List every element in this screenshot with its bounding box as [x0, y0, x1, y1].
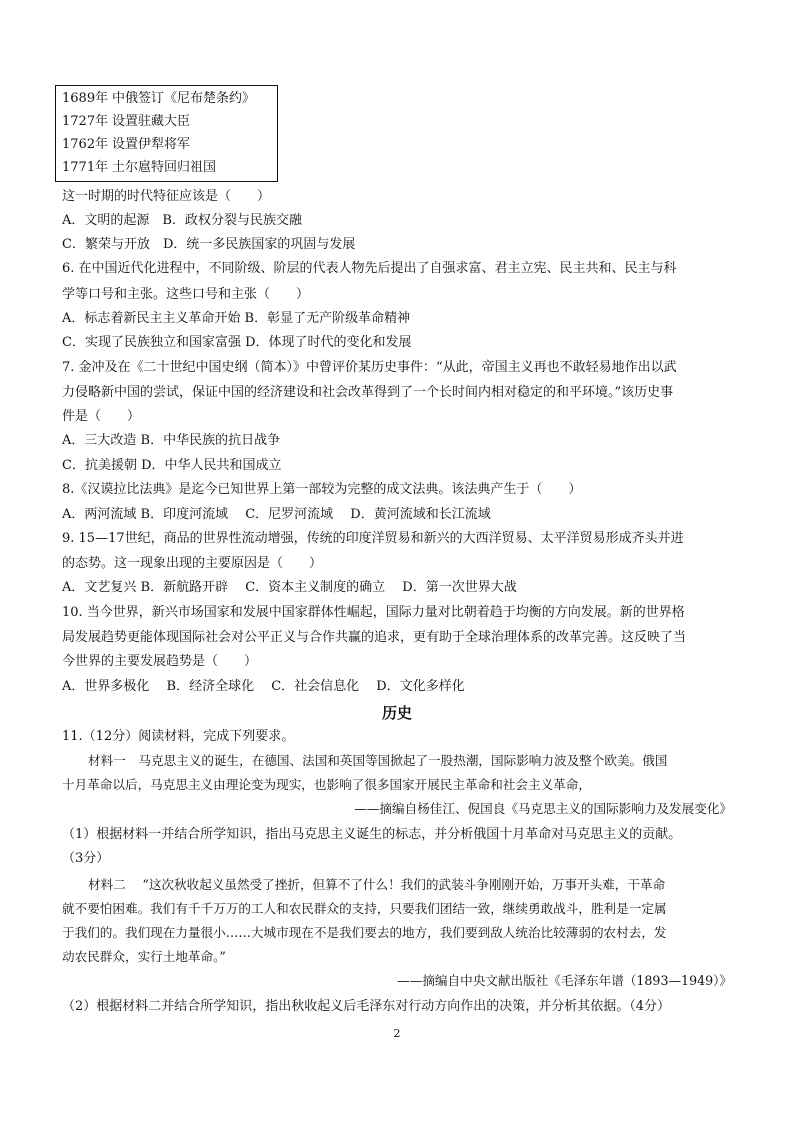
timeline-row: 1727年 设置驻藏大臣 — [62, 114, 191, 129]
question-line: 6. 在中国近代化进程中，不同阶级、阶层的代表人物先后提出了自强求富、君主立宪、民主共和、民主与科 — [62, 261, 677, 276]
question-line: 10. 当今世界，新兴市场国家和发展中国家群体性崛起，国际力量对比朝着趋于均衡的方向发展。新的世界格 — [62, 605, 685, 620]
question-line: 力侵略新中国的尝试，保证中国的经济建设和社会改革得到了一个长时间内相对稳定的和平环境。”该历史事 — [62, 385, 674, 400]
option-line: A．文艺复兴 B．新航路开辟 C．资本主义制度的确立 D．第一次世界大战 — [62, 580, 517, 595]
timeline-row: 1689年 中俄签订《尼布楚条约》 — [62, 91, 256, 106]
timeline-box — [55, 85, 278, 182]
question-11-stem: 11.（12分）阅读材料，完成下列要求。 — [62, 729, 295, 744]
question-line: 这一时期的时代特征应该是（ ） — [62, 189, 271, 204]
material-one-line: 十月革命以后，马克思主义由理论变为现实，也影响了很多国家开展民主革命和社会主义革命， — [62, 777, 591, 792]
option-line: C．抗美援朝 D．中华人民共和国成立 — [62, 458, 282, 473]
question-line: 今世界的主要发展趋势是（ ） — [62, 654, 258, 669]
material-one-source: ——摘编自杨佳江、倪国良《马克思主义的国际影响力及发展变化》 — [354, 801, 732, 816]
option-line: A．文明的起源 B．政权分裂与民族交融 — [62, 213, 302, 228]
sub-question-1: （1）根据材料一并结合所学知识，指出马克思主义诞生的标志，并分析俄国十月革命对马克思主义的贡献。 — [62, 827, 682, 842]
material-two-line: 于我们的。我们现在力量很小……大城市现在不是我们要去的地方，我们要到敌人统治比较薄弱的农村去，发 — [62, 925, 667, 940]
question-line: 局发展趋势更能体现国际社会对公平正义与合作共赢的追求，更有助于全球治理体系的改革完善。这反映了当 — [62, 630, 687, 645]
material-two-source: ——摘编自中央文献出版社《毛泽东年谱（1893—1949）》 — [397, 973, 732, 988]
material-one-line: 材料一 马克思主义的诞生，在德国、法国和英国等国掀起了一股热潮，国际影响力波及整个欧美。俄国 — [88, 753, 668, 768]
sub-question-1-score: （3分） — [62, 851, 110, 866]
option-line: C．实现了民族独立和国家富强 D．体现了时代的变化和发展 — [62, 335, 412, 350]
option-line: A．世界多极化 B．经济全球化 C．社会信息化 D．文化多样化 — [62, 679, 465, 694]
material-two-line: 就不要怕困难。我们有千千万万的工人和农民群众的支持，只要我们团结一致，继续勇敢战斗，胜利是一定属 — [62, 901, 667, 916]
question-line: 9. 15—17世纪，商品的世界性流动增强，传统的印度洋贸易和新兴的大西洋贸易、太平洋贸易形成齐头并进 — [62, 531, 684, 546]
timeline-row: 1762年 设置伊犁将军 — [62, 137, 191, 152]
option-line: A．三大改造 B．中华民族的抗日战争 — [62, 433, 281, 448]
section-title: 历史 — [381, 704, 412, 722]
question-line: 的态势。这一现象出现的主要原因是（ ） — [62, 556, 323, 571]
option-line: A．标志着新民主主义革命开始 B．彰显了无产阶级革命精神 — [62, 311, 411, 326]
question-line: 8.《汉谟拉比法典》是迄今已知世界上第一部较为完整的成文法典。该法典产生于（ ） — [62, 482, 582, 497]
sub-question-2: （2）根据材料二并结合所学知识，指出秋收起义后毛泽东对行动方向作出的决策，并分析其依据。（4分） — [62, 999, 671, 1014]
material-two-line: 材料二 “这次秋收起义虽然受了挫折，但算不了什么！我们的武装斗争刚刚开始，万事开头难，干革命 — [88, 877, 666, 892]
page-number: 2 — [393, 1027, 401, 1040]
question-line: 学等口号和主张。这些口号和主张（ ） — [62, 287, 310, 302]
timeline-row: 1771年 土尔扈特回归祖国 — [62, 160, 217, 175]
material-two-line: 动农民群众，实行土地革命。” — [62, 949, 226, 964]
question-line: 件是（ ） — [62, 409, 141, 424]
question-line: 7. 金冲及在《二十世纪中国史纲（简本）》中曾评价某历史事件：“从此，帝国主义再也不敢轻易地作出以武 — [62, 360, 677, 375]
option-line: C．繁荣与开放 D．统一多民族国家的巩固与发展 — [62, 237, 356, 252]
option-line: A．两河流域 B．印度河流域 C．尼罗河流域 D．黄河流域和长江流域 — [62, 507, 491, 522]
